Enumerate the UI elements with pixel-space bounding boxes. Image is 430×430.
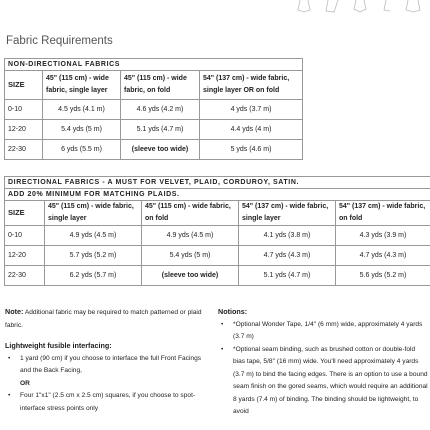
table-row <box>5 100 303 120</box>
yardage-cell: 4.6 yds (4.2 m) <box>121 100 200 120</box>
yardage-cell: 4.5 yds (4.1 m) <box>43 100 121 120</box>
yardage-cell: 5.6 yds (5.2 m) <box>336 266 430 286</box>
interfacing-label: Lightweight fusible interfacing: <box>5 341 112 350</box>
yardage-cell: 5.7 yds (5.2 m) <box>45 246 142 266</box>
garment-illustration-strip <box>290 0 430 14</box>
size-cell: 0-10 <box>5 100 43 120</box>
column-header: 54" (137 cm) - wide fabric, single layer <box>239 201 336 226</box>
size-cell: 12-20 <box>5 246 45 266</box>
size-cell: 0-10 <box>5 226 45 246</box>
list-item <box>218 319 428 344</box>
table-row <box>5 120 303 140</box>
yardage-cell: 5.4 yds (5 m) <box>142 246 239 266</box>
yardage-cell: 6.2 yds (5.7 m) <box>45 266 142 286</box>
column-header: 54" (137 cm) - wide fabric, on fold <box>336 201 430 226</box>
note-text: Additional fabric may be required to match patterned or plaid fabric. <box>5 309 202 329</box>
yardage-cell: 4.4 yds (4 m) <box>200 120 303 140</box>
yardage-cell: 6 yds (5.5 m) <box>43 140 121 160</box>
size-cell: 22-30 <box>5 140 43 160</box>
yardage-cell: (sleeve too wide) <box>121 140 200 160</box>
or-separator: OR <box>20 379 30 387</box>
table-subtitle: ADD 20% MINIMUM FOR MATCHING PLAIDS. <box>5 189 430 201</box>
page-title: Fabric Requirements <box>6 35 113 47</box>
notions-section <box>218 306 428 419</box>
yardage-cell: 4.7 yds (4.3 m) <box>336 246 430 266</box>
column-header: 45" (115 cm) - wide fabric, on fold <box>142 201 239 226</box>
bullet-icon: • <box>221 345 224 353</box>
table-row <box>5 226 430 246</box>
column-header: SIZE <box>5 71 43 100</box>
table-row <box>5 266 430 286</box>
notion-seam-binding: *Optional seam binding, such as brushed cotton or double-fold bias tape, 5/8" (16 mm) wide. You'll need approximately 4 yards (3.7 m) to bind the facing edges. There is an option to use a bound seam finish on the gored seams, which would require an additional 8 yards (7.4 m) of binding. The binding should be lightweight, to avoid <box>233 345 428 415</box>
list-item <box>5 353 205 378</box>
table-row <box>5 246 430 266</box>
yardage-cell: 4.7 yds (4.3 m) <box>239 246 336 266</box>
yardage-cell: 5.1 yds (4.7 m) <box>239 266 336 286</box>
yardage-cell: 5 yds (4.6 m) <box>200 140 303 160</box>
list-item <box>5 390 205 415</box>
table-title: DIRECTIONAL FABRICS - A MUST FOR VELVET, PLAID, CORDUROY, SATIN. <box>5 177 430 189</box>
notions-label: Notions: <box>218 307 248 316</box>
column-header: 45" (115 cm) - wide fabric, single layer <box>43 71 121 100</box>
column-header: 45" (115 cm) - wide fabric, on fold <box>121 71 200 100</box>
note-paragraph <box>5 306 205 332</box>
list-item <box>218 344 428 419</box>
interfacing-option-spot: Four 1"x1" (2.5 cm x 2.5 cm) squares, if you choose to spot-interface stress points only <box>20 392 196 412</box>
yardage-cell: 4.3 yds (3.9 m) <box>336 226 430 246</box>
yardage-cell: 4.9 yds (4.5 m) <box>142 226 239 246</box>
column-header: 45" (115 cm) - wide fabric, single layer <box>45 201 142 226</box>
directional-fabric-table <box>4 176 430 286</box>
table-title: NON-DIRECTIONAL FABRICS <box>5 59 303 71</box>
bullet-icon: • <box>8 392 11 399</box>
column-header: 54" (137 cm) - wide fabric, single layer OR on fold <box>200 71 303 100</box>
notion-wonder-tape: *Optional Wonder Tape, 1/4" (6 mm) wide, approximately 4 yards (3.7 m) <box>233 320 423 340</box>
yardage-cell: 5.4 yds (5 m) <box>43 120 121 140</box>
yardage-cell: 4 yds (3.7 m) <box>200 100 303 120</box>
bullet-icon: • <box>8 354 11 362</box>
non-directional-fabric-table <box>4 58 303 160</box>
table-row <box>5 140 303 160</box>
yardage-cell: 5.1 yds (4.7 m) <box>121 120 200 140</box>
yardage-cell: 4.1 yds (3.8 m) <box>239 226 336 246</box>
bullet-icon: • <box>221 320 224 328</box>
yardage-cell: 4.9 yds (4.5 m) <box>45 226 142 246</box>
yardage-cell: (sleeve too wide) <box>142 266 239 286</box>
note-label: Note: <box>5 307 24 316</box>
interfacing-option-full: 1 yard (90 cm) if you choose to interface the full Front Facings and the Back Facing, <box>20 354 202 374</box>
fabric-notes <box>5 306 205 415</box>
column-header: SIZE <box>5 201 45 226</box>
size-cell: 22-30 <box>5 266 45 286</box>
size-cell: 12-20 <box>5 120 43 140</box>
